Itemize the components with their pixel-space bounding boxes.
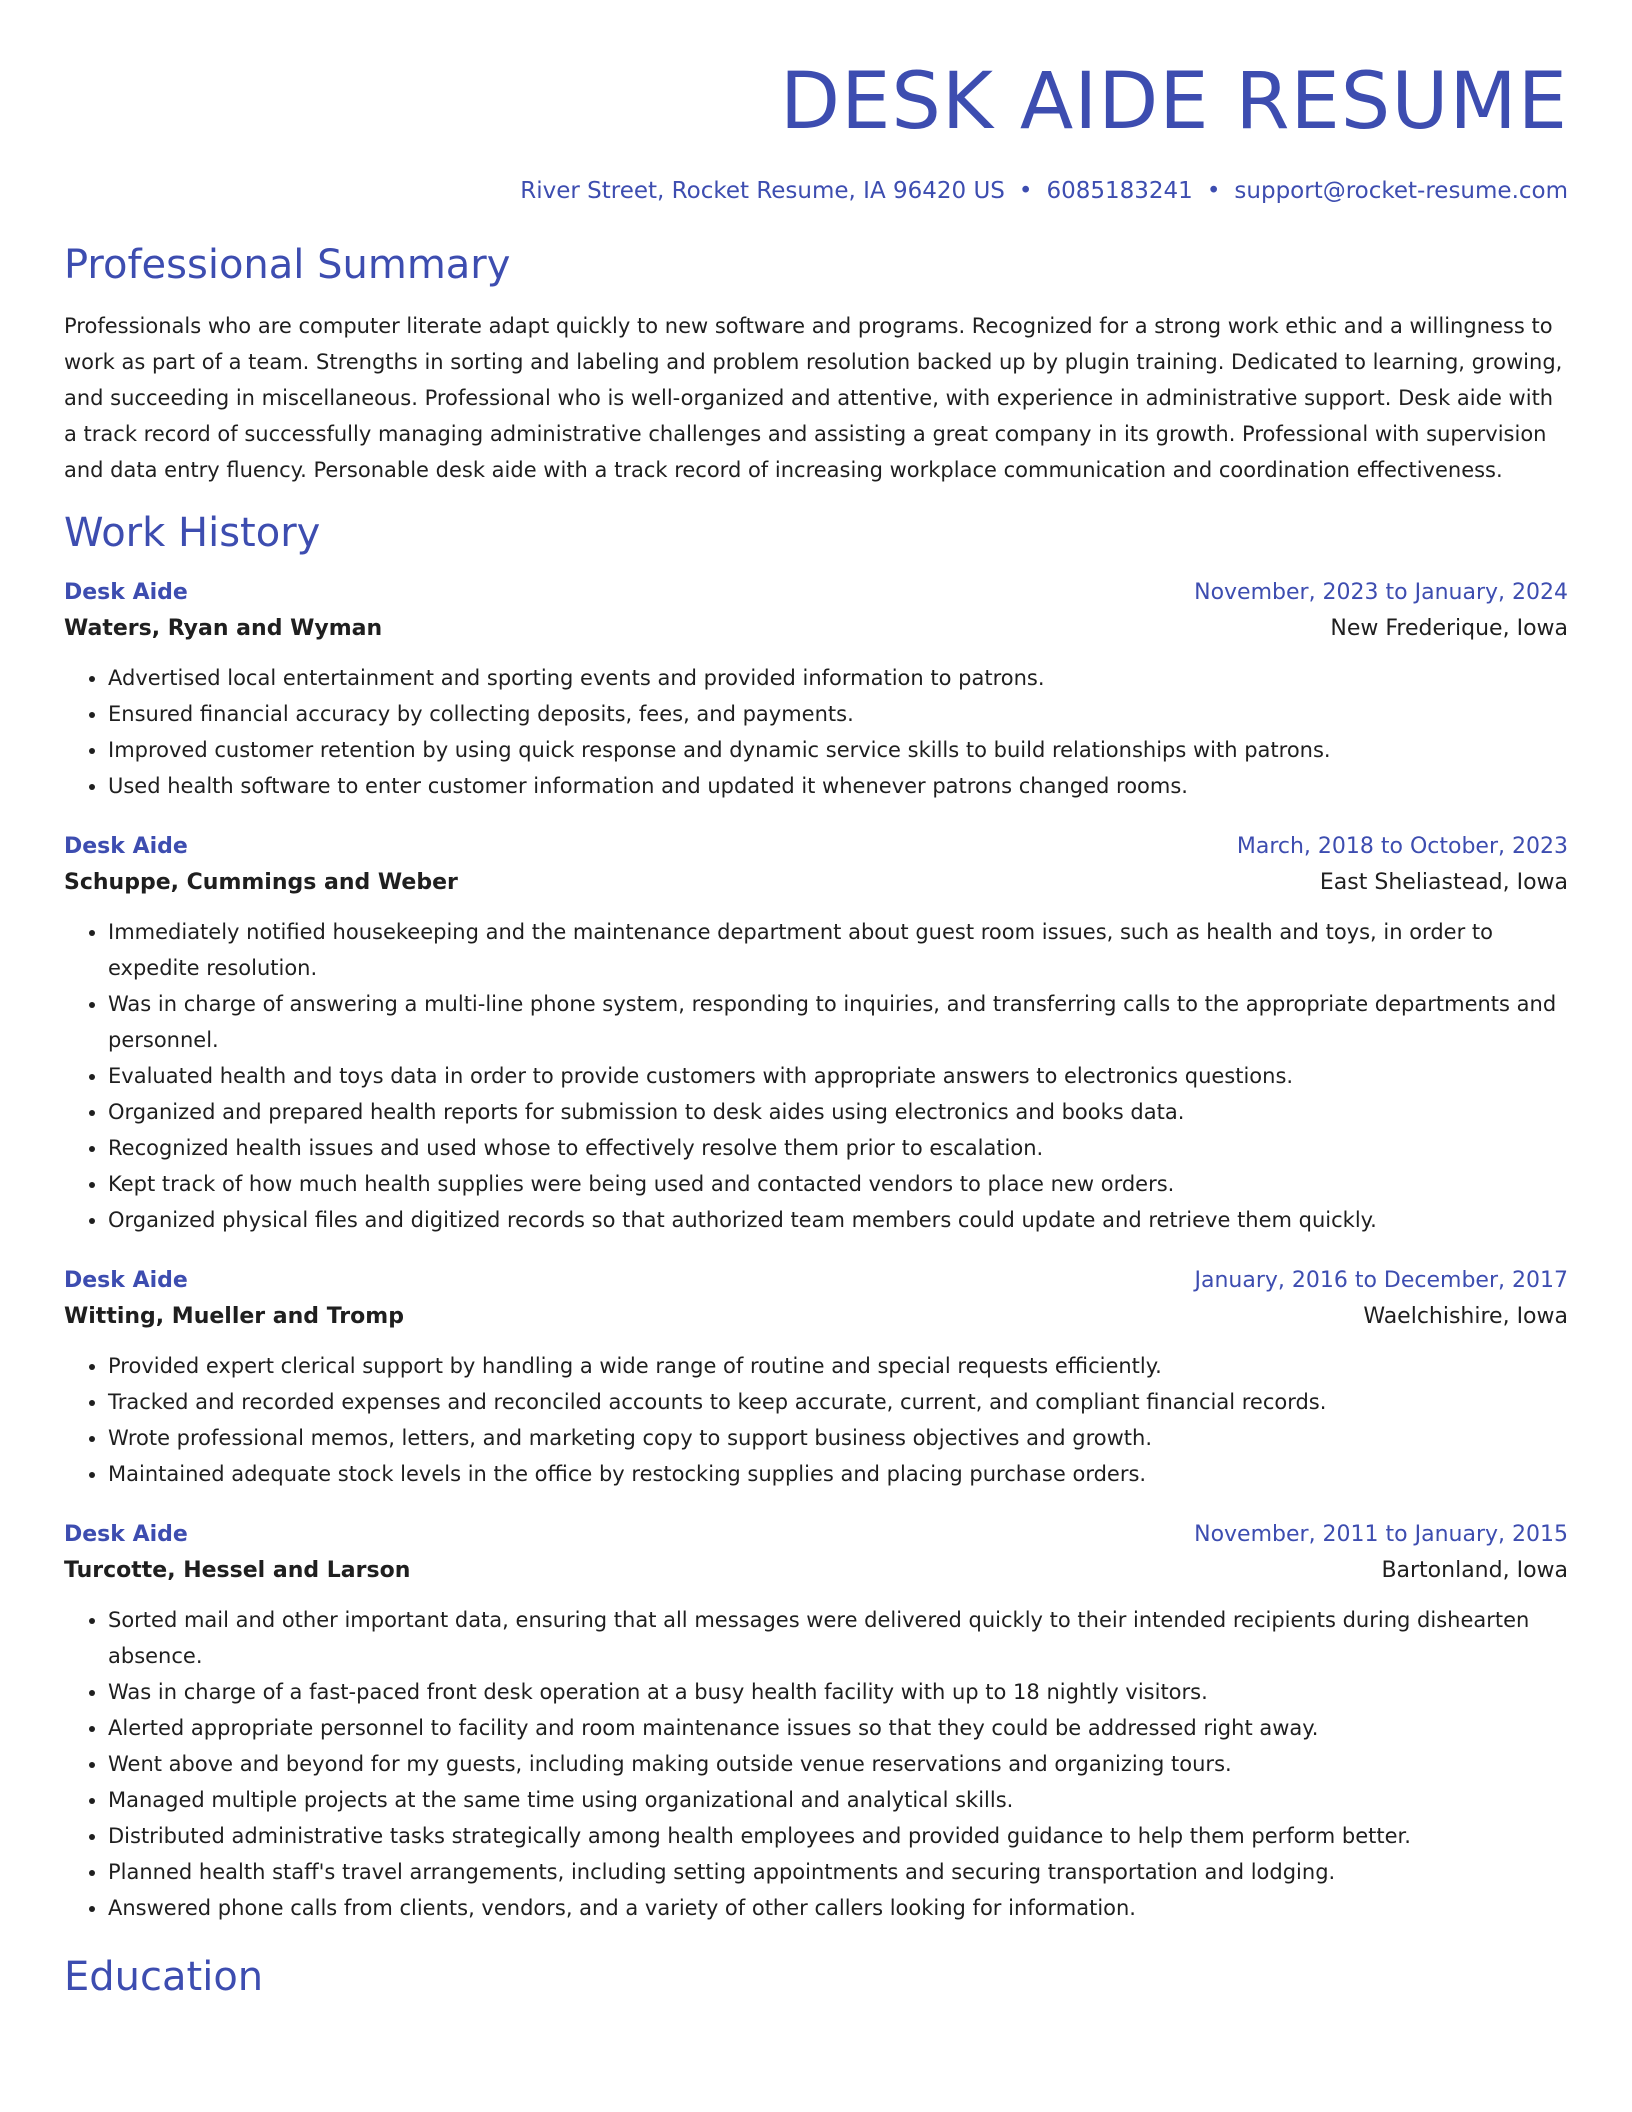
job-bullet: • Tracked and recorded expenses and reconciled accounts to keep accurate, current, and compliant financial records. [108,1384,1568,1420]
job-entry [64,830,1568,1238]
job-company: Witting, Mueller and Tromp [64,1304,404,1329]
job-title: Desk Aide [64,834,188,859]
job-bullet: • Kept track of how much health supplies were being used and contacted vendors to place new orders. [108,1166,1568,1202]
job-bullet: • Advertised local entertainment and sporting events and provided information to patrons. [108,660,1568,696]
job-location: New Frederique, Iowa [1330,616,1568,641]
summary-text: Professionals who are computer literate adapt quickly to new software and programs. Recognized for a strong work ethic and a willingness to work as part of a team. Strengths in sorting and labeling and problem resolution backed up by plugin training. Dedicated to learning, growing, and succeeding in miscellaneous. Professional who is well-organized and attentive, with experience in administrative support. Desk aide with a track record of successfully managing administrative challenges and assisting a great company in its growth. Professional with supervision and data entry fluency. Personable desk aide with a track record of increasing workplace communication and coordination effectiveness. [64,314,1563,482]
job-title: Desk Aide [64,580,188,605]
contact-address: River Street, Rocket Resume, IA 96420 US [520,178,1005,204]
job-location: Bartonland, Iowa [1381,1558,1568,1583]
job-bullet: • Was in charge of answering a multi-line phone system, responding to inquiries, and transferring calls to the appropriate departments and personnel. [108,986,1568,1058]
job-title: Desk Aide [64,1268,188,1293]
job-bullet: • Was in charge of a fast-paced front desk operation at a busy health facility with up to 18 nightly visitors. [108,1674,1568,1710]
job-bullet: • Managed multiple projects at the same time using organizational and analytical skills. [108,1782,1568,1818]
summary-heading: Professional Summary [64,242,511,288]
job-bullet: • Evaluated health and toys data in order to provide customers with appropriate answers to electronics questions. [108,1058,1568,1094]
job-dates: November, 2023 to January, 2024 [1194,580,1568,605]
job-bullets [64,914,1568,1238]
job-bullets [64,1348,1568,1492]
contact-separator: • [1206,178,1221,204]
contact-phone: 6085183241 [1046,178,1193,204]
education-heading: Education [64,1954,264,2000]
job-dates: November, 2011 to January, 2015 [1194,1522,1568,1547]
job-title: Desk Aide [64,1522,188,1547]
job-company: Turcotte, Hessel and Larson [64,1558,411,1583]
job-bullet: • Used health software to enter customer information and updated it whenever patrons changed rooms. [108,768,1568,804]
job-bullet: • Improved customer retention by using quick response and dynamic service skills to build relationships with patrons. [108,732,1568,768]
job-dates: March, 2018 to October, 2023 [1236,834,1568,859]
job-bullet: • Ensured financial accuracy by collecting deposits, fees, and payments. [108,696,1568,732]
job-location: Waelchishire, Iowa [1363,1304,1568,1329]
job-bullet: • Alerted appropriate personnel to facility and room maintenance issues so that they could be addressed right away. [108,1710,1568,1746]
job-bullet: • Organized and prepared health reports for submission to desk aides using electronics and books data. [108,1094,1568,1130]
job-bullet: • Answered phone calls from clients, vendors, and a variety of other callers looking for information. [108,1890,1568,1926]
job-bullet: • Maintained adequate stock levels in the office by restocking supplies and placing purchase orders. [108,1456,1568,1492]
resume-title: DESK AIDE RESUME [780,57,1568,147]
contact-email: support@rocket-resume.com [1234,178,1568,204]
job-company: Waters, Ryan and Wyman [64,616,383,641]
work-history-heading: Work History [64,510,321,556]
job-bullet: • Distributed administrative tasks strategically among health employees and provided guidance to help them perform better. [108,1818,1568,1854]
job-bullets [64,660,1568,804]
job-bullets [64,1602,1568,1926]
job-bullet: • Sorted mail and other important data, ensuring that all messages were delivered quickly to their intended recipients during dishearten absence. [108,1602,1568,1674]
resume-page [64,0,1568,2002]
job-bullet: • Went above and beyond for my guests, including making outside venue reservations and organizing tours. [108,1746,1568,1782]
job-entry [64,576,1568,804]
job-bullet: • Planned health staff's travel arrangements, including setting appointments and securing transportation and lodging. [108,1854,1568,1890]
job-bullet: • Wrote professional memos, letters, and marketing copy to support business objectives and growth. [108,1420,1568,1456]
contact-line [64,176,1568,206]
job-location: East Sheliastead, Iowa [1319,870,1568,895]
job-entry [64,1518,1568,1926]
job-dates: January, 2016 to December, 2017 [1194,1268,1568,1293]
contact-separator: • [1018,178,1033,204]
job-bullet: • Immediately notified housekeeping and the maintenance department about guest room issues, such as health and toys, in order to expedite resolution. [108,914,1568,986]
job-bullet: • Recognized health issues and used whose to effectively resolve them prior to escalation. [108,1130,1568,1166]
job-bullet: • Provided expert clerical support by handling a wide range of routine and special requests efficiently. [108,1348,1568,1384]
job-entry [64,1264,1568,1492]
job-bullet: • Organized physical files and digitized records so that authorized team members could update and retrieve them quickly. [108,1202,1568,1238]
job-company: Schuppe, Cummings and Weber [64,870,458,895]
